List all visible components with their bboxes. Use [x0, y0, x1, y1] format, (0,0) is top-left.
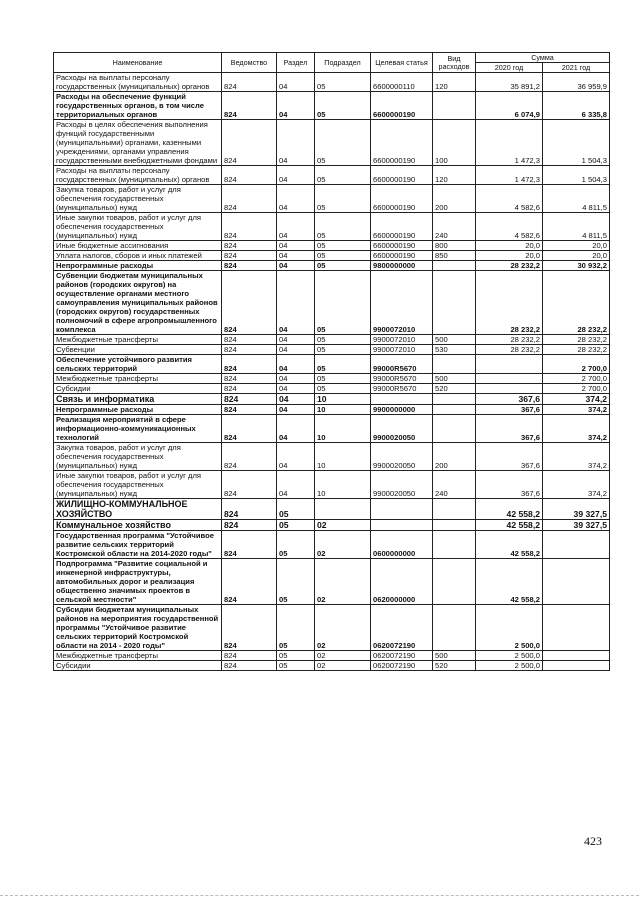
table-row [54, 605, 610, 651]
cell-v2021: 28 232,2 [543, 271, 610, 335]
cell-v2021: 28 232,2 [543, 345, 610, 355]
cell-v2020: 35 891,2 [476, 73, 543, 92]
cell-sec: 05 [277, 531, 315, 559]
header-target: Целевая статья [371, 53, 433, 73]
cell-sec: 05 [277, 499, 315, 520]
cell-v2021 [543, 651, 610, 661]
cell-target: 6600000190 [371, 213, 433, 241]
cell-v2021: 4 811,5 [543, 213, 610, 241]
table-row [54, 499, 610, 520]
cell-sec: 04 [277, 335, 315, 345]
cell-type [433, 92, 476, 120]
cell-dept: 824 [222, 345, 277, 355]
cell-v2020: 28 232,2 [476, 261, 543, 271]
cell-dept: 824 [222, 213, 277, 241]
cell-v2021: 2 700,0 [543, 384, 610, 394]
cell-v2020 [476, 374, 543, 384]
cell-sub: 05 [315, 166, 371, 185]
cell-v2020: 42 558,2 [476, 531, 543, 559]
cell-v2021: 374,2 [543, 394, 610, 405]
cell-sub: 10 [315, 471, 371, 499]
cell-name: Уплата налогов, сборов и иных платежей [54, 251, 222, 261]
cell-v2020: 367,6 [476, 443, 543, 471]
cell-dept: 824 [222, 520, 277, 531]
cell-name: Закупка товаров, работ и услуг для обеспечения государственных (муниципальных) нужд [54, 185, 222, 213]
cell-sub: 05 [315, 335, 371, 345]
cell-sub: 10 [315, 394, 371, 405]
cell-target [371, 520, 433, 531]
cell-v2020: 1 472,3 [476, 166, 543, 185]
cell-v2021: 374,2 [543, 405, 610, 415]
cell-sub: 02 [315, 661, 371, 671]
cell-sub: 02 [315, 559, 371, 605]
cell-v2020: 28 232,2 [476, 345, 543, 355]
cell-sub: 05 [315, 92, 371, 120]
cell-sec: 04 [277, 471, 315, 499]
cell-v2020: 28 232,2 [476, 335, 543, 345]
table-row [54, 185, 610, 213]
cell-name: Субвенции бюджетам муниципальных районов (городских округов) на осуществление органами местного самоуправления муниципальных районов (городских округов) государственных полномочий в сфере агропромышленного комплекса [54, 271, 222, 335]
cell-sec: 04 [277, 394, 315, 405]
table-row [54, 355, 610, 374]
header-section: Раздел [277, 53, 315, 73]
cell-sec: 04 [277, 251, 315, 261]
cell-type [433, 559, 476, 605]
cell-v2020: 367,6 [476, 405, 543, 415]
cell-name: Межбюджетные трансферты [54, 651, 222, 661]
cell-name: Подпрограмма "Развитие социальной и инженерной инфраструктуры, автомобильных дорог и реализация общественно значимых проектов в сельской местности" [54, 559, 222, 605]
cell-v2021: 39 327,5 [543, 499, 610, 520]
cell-name: Иные закупки товаров, работ и услуг для обеспечения государственных (муниципальных) нужд [54, 213, 222, 241]
cell-v2021: 2 700,0 [543, 355, 610, 374]
table-row [54, 213, 610, 241]
table-row [54, 345, 610, 355]
cell-v2021: 374,2 [543, 443, 610, 471]
cell-target: 99000R5670 [371, 355, 433, 374]
cell-target: 9900000000 [371, 405, 433, 415]
cell-sec: 04 [277, 261, 315, 271]
cell-sub: 10 [315, 415, 371, 443]
cell-name: Иные бюджетные ассигнования [54, 241, 222, 251]
table-row [54, 394, 610, 405]
cell-v2021: 6 335,8 [543, 92, 610, 120]
cell-sub: 05 [315, 271, 371, 335]
cell-sub: 05 [315, 241, 371, 251]
cell-sub: 05 [315, 345, 371, 355]
cell-v2020: 42 558,2 [476, 499, 543, 520]
cell-v2020: 1 472,3 [476, 120, 543, 166]
cell-type [433, 394, 476, 405]
cell-sub: 05 [315, 251, 371, 261]
cell-type [433, 271, 476, 335]
cell-v2021: 28 232,2 [543, 335, 610, 345]
table-row [54, 443, 610, 471]
cell-sec: 05 [277, 559, 315, 605]
cell-v2021 [543, 559, 610, 605]
table-row [54, 374, 610, 384]
cell-target: 6600000190 [371, 185, 433, 213]
table-row [54, 520, 610, 531]
cell-dept: 824 [222, 405, 277, 415]
table-row [54, 166, 610, 185]
cell-name: Субсидии [54, 384, 222, 394]
cell-v2020: 2 500,0 [476, 605, 543, 651]
cell-dept: 824 [222, 443, 277, 471]
header-subsection: Подраздел [315, 53, 371, 73]
table-row [54, 241, 610, 251]
cell-sec: 04 [277, 73, 315, 92]
cell-name: Связь и информатика [54, 394, 222, 405]
cell-dept: 824 [222, 415, 277, 443]
cell-target: 9900072010 [371, 335, 433, 345]
cell-type: 530 [433, 345, 476, 355]
cell-target: 9900020050 [371, 443, 433, 471]
cell-target: 0620072190 [371, 651, 433, 661]
cell-type: 500 [433, 651, 476, 661]
cell-sub: 02 [315, 605, 371, 651]
cell-dept: 824 [222, 384, 277, 394]
page-number: 423 [584, 834, 602, 848]
cell-sub: 05 [315, 73, 371, 92]
cell-target: 6600000190 [371, 92, 433, 120]
header-sum: Сумма [476, 53, 610, 63]
cell-name: ЖИЛИЩНО-КОММУНАЛЬНОЕ ХОЗЯЙСТВО [54, 499, 222, 520]
cell-type: 120 [433, 73, 476, 92]
table-row [54, 261, 610, 271]
cell-v2020 [476, 355, 543, 374]
cell-type: 120 [433, 166, 476, 185]
cell-v2020: 367,6 [476, 471, 543, 499]
cell-v2021: 374,2 [543, 471, 610, 499]
cell-v2020: 4 582,6 [476, 185, 543, 213]
cell-target: 99000R5670 [371, 374, 433, 384]
cell-sub: 05 [315, 185, 371, 213]
cell-sec: 04 [277, 384, 315, 394]
cell-sec: 04 [277, 443, 315, 471]
cell-v2020: 367,6 [476, 394, 543, 405]
cell-name: Межбюджетные трансферты [54, 335, 222, 345]
table-row [54, 271, 610, 335]
table-row [54, 384, 610, 394]
cell-v2021: 20,0 [543, 241, 610, 251]
cell-target: 6600000190 [371, 120, 433, 166]
table-row [54, 335, 610, 345]
cell-type [433, 355, 476, 374]
table-row [54, 531, 610, 559]
cell-name: Субсидии бюджетам муниципальных районов на мероприятия государственной программы "Устойчивое развитие сельских территорий Костромской области на 2014 - 2020 годы" [54, 605, 222, 651]
cell-name: Расходы в целях обеспечения выполнения функций государственными (муниципальными) органами, казенными учреждениями, органами управления государственными внебюджетными фондами [54, 120, 222, 166]
header-name: Наименование [54, 53, 222, 73]
cell-target: 6600000190 [371, 241, 433, 251]
cell-dept: 824 [222, 241, 277, 251]
cell-type [433, 605, 476, 651]
cell-v2020: 20,0 [476, 251, 543, 261]
cell-name: Непрограммные расходы [54, 405, 222, 415]
cell-v2021: 374,2 [543, 415, 610, 443]
header-2021: 2021 год [543, 63, 610, 73]
cell-target: 9800000000 [371, 261, 433, 271]
cell-name: Расходы на обеспечение функций государственных органов, в том числе территориальных органов [54, 92, 222, 120]
cell-sec: 04 [277, 374, 315, 384]
cell-target: 9900020050 [371, 415, 433, 443]
cell-v2021 [543, 531, 610, 559]
cell-v2020: 2 500,0 [476, 661, 543, 671]
cell-sub: 05 [315, 374, 371, 384]
cell-name: Иные закупки товаров, работ и услуг для обеспечения государственных (муниципальных) нужд [54, 471, 222, 499]
table-row [54, 405, 610, 415]
cell-type: 850 [433, 251, 476, 261]
cell-sec: 04 [277, 213, 315, 241]
cell-dept: 824 [222, 335, 277, 345]
table-row [54, 661, 610, 671]
cell-type [433, 261, 476, 271]
cell-v2020: 4 582,6 [476, 213, 543, 241]
cell-dept: 824 [222, 559, 277, 605]
cell-sub: 05 [315, 120, 371, 166]
cell-type: 240 [433, 213, 476, 241]
cell-v2021 [543, 605, 610, 651]
cell-type: 800 [433, 241, 476, 251]
cell-v2021: 1 504,3 [543, 166, 610, 185]
cell-target: 0620000000 [371, 559, 433, 605]
cell-v2021: 36 959,9 [543, 73, 610, 92]
cell-v2020: 42 558,2 [476, 520, 543, 531]
cell-name: Межбюджетные трансферты [54, 374, 222, 384]
cell-sub: 10 [315, 405, 371, 415]
cell-type: 100 [433, 120, 476, 166]
cell-target: 6600000190 [371, 166, 433, 185]
cell-dept: 824 [222, 120, 277, 166]
cell-name: Реализация мероприятий в сфере информационно-коммуникационных технологий [54, 415, 222, 443]
cell-sub [315, 499, 371, 520]
cell-dept: 824 [222, 651, 277, 661]
cell-target: 9900072010 [371, 345, 433, 355]
cell-target: 9900020050 [371, 471, 433, 499]
cell-name: Расходы на выплаты персоналу государственных (муниципальных) органов [54, 166, 222, 185]
cell-sec: 04 [277, 92, 315, 120]
cell-target: 99000R5670 [371, 384, 433, 394]
cell-dept: 824 [222, 605, 277, 651]
table-body [54, 73, 610, 671]
cell-type [433, 520, 476, 531]
cell-sec: 04 [277, 271, 315, 335]
cell-target: 0620072190 [371, 605, 433, 651]
cell-v2020: 20,0 [476, 241, 543, 251]
cell-sec: 04 [277, 405, 315, 415]
cell-sec: 04 [277, 120, 315, 166]
cell-target [371, 499, 433, 520]
cell-v2021: 1 504,3 [543, 120, 610, 166]
cell-sec: 05 [277, 605, 315, 651]
cell-target: 6600000190 [371, 251, 433, 261]
cell-v2021: 30 932,2 [543, 261, 610, 271]
cell-type [433, 531, 476, 559]
cell-type: 500 [433, 335, 476, 345]
cell-dept: 824 [222, 661, 277, 671]
cell-sub: 02 [315, 520, 371, 531]
header-exptype: Вид расходов [433, 53, 476, 73]
cell-sub: 02 [315, 531, 371, 559]
cell-sec: 05 [277, 661, 315, 671]
cell-name: Субвенции [54, 345, 222, 355]
cell-v2020: 2 500,0 [476, 651, 543, 661]
scan-edge [0, 895, 639, 896]
cell-dept: 824 [222, 471, 277, 499]
cell-type: 200 [433, 443, 476, 471]
cell-target: 0620072190 [371, 661, 433, 671]
cell-dept: 824 [222, 394, 277, 405]
table-row [54, 251, 610, 261]
cell-name: Обеспечение устойчивого развития сельских территорий [54, 355, 222, 374]
cell-dept: 824 [222, 499, 277, 520]
cell-dept: 824 [222, 531, 277, 559]
table-row [54, 73, 610, 92]
table-row [54, 559, 610, 605]
cell-target [371, 394, 433, 405]
cell-sec: 04 [277, 185, 315, 213]
cell-target: 0600000000 [371, 531, 433, 559]
cell-type: 520 [433, 661, 476, 671]
table-row [54, 471, 610, 499]
cell-sub: 05 [315, 213, 371, 241]
cell-v2021: 4 811,5 [543, 185, 610, 213]
cell-type: 500 [433, 374, 476, 384]
cell-dept: 824 [222, 355, 277, 374]
header-2020: 2020 год [476, 63, 543, 73]
cell-v2020: 28 232,2 [476, 271, 543, 335]
cell-type: 240 [433, 471, 476, 499]
cell-name: Субсидии [54, 661, 222, 671]
table-row [54, 415, 610, 443]
table-row [54, 92, 610, 120]
cell-name: Коммунальное хозяйство [54, 520, 222, 531]
cell-dept: 824 [222, 261, 277, 271]
cell-target: 6600000110 [371, 73, 433, 92]
cell-name: Закупка товаров, работ и услуг для обеспечения государственных (муниципальных) нужд [54, 443, 222, 471]
header-dept: Ведомство [222, 53, 277, 73]
cell-sec: 05 [277, 520, 315, 531]
cell-type [433, 405, 476, 415]
cell-name: Расходы на выплаты персоналу государственных (муниципальных) органов [54, 73, 222, 92]
cell-sec: 05 [277, 651, 315, 661]
cell-type [433, 499, 476, 520]
cell-dept: 824 [222, 73, 277, 92]
cell-name: Государственная программа "Устойчивое развитие сельских территорий Костромской области на 2014-2020 годы" [54, 531, 222, 559]
cell-type: 200 [433, 185, 476, 213]
cell-v2020: 367,6 [476, 415, 543, 443]
table-row [54, 120, 610, 166]
cell-v2021: 2 700,0 [543, 374, 610, 384]
cell-dept: 824 [222, 92, 277, 120]
cell-sub: 05 [315, 355, 371, 374]
cell-v2020: 6 074,9 [476, 92, 543, 120]
budget-table [53, 52, 610, 671]
cell-type: 520 [433, 384, 476, 394]
cell-v2021 [543, 661, 610, 671]
table-row [54, 651, 610, 661]
cell-sub: 05 [315, 384, 371, 394]
cell-sec: 04 [277, 415, 315, 443]
cell-v2020 [476, 384, 543, 394]
cell-sub: 05 [315, 261, 371, 271]
cell-sec: 04 [277, 345, 315, 355]
cell-v2021: 39 327,5 [543, 520, 610, 531]
cell-v2020: 42 558,2 [476, 559, 543, 605]
cell-sec: 04 [277, 355, 315, 374]
cell-sec: 04 [277, 166, 315, 185]
cell-type [433, 415, 476, 443]
cell-sub: 02 [315, 651, 371, 661]
cell-dept: 824 [222, 185, 277, 213]
cell-sub: 10 [315, 443, 371, 471]
cell-dept: 824 [222, 271, 277, 335]
cell-target: 9900072010 [371, 271, 433, 335]
cell-sec: 04 [277, 241, 315, 251]
cell-name: Непрограммные расходы [54, 261, 222, 271]
cell-dept: 824 [222, 251, 277, 261]
cell-v2021: 20,0 [543, 251, 610, 261]
cell-dept: 824 [222, 374, 277, 384]
cell-dept: 824 [222, 166, 277, 185]
